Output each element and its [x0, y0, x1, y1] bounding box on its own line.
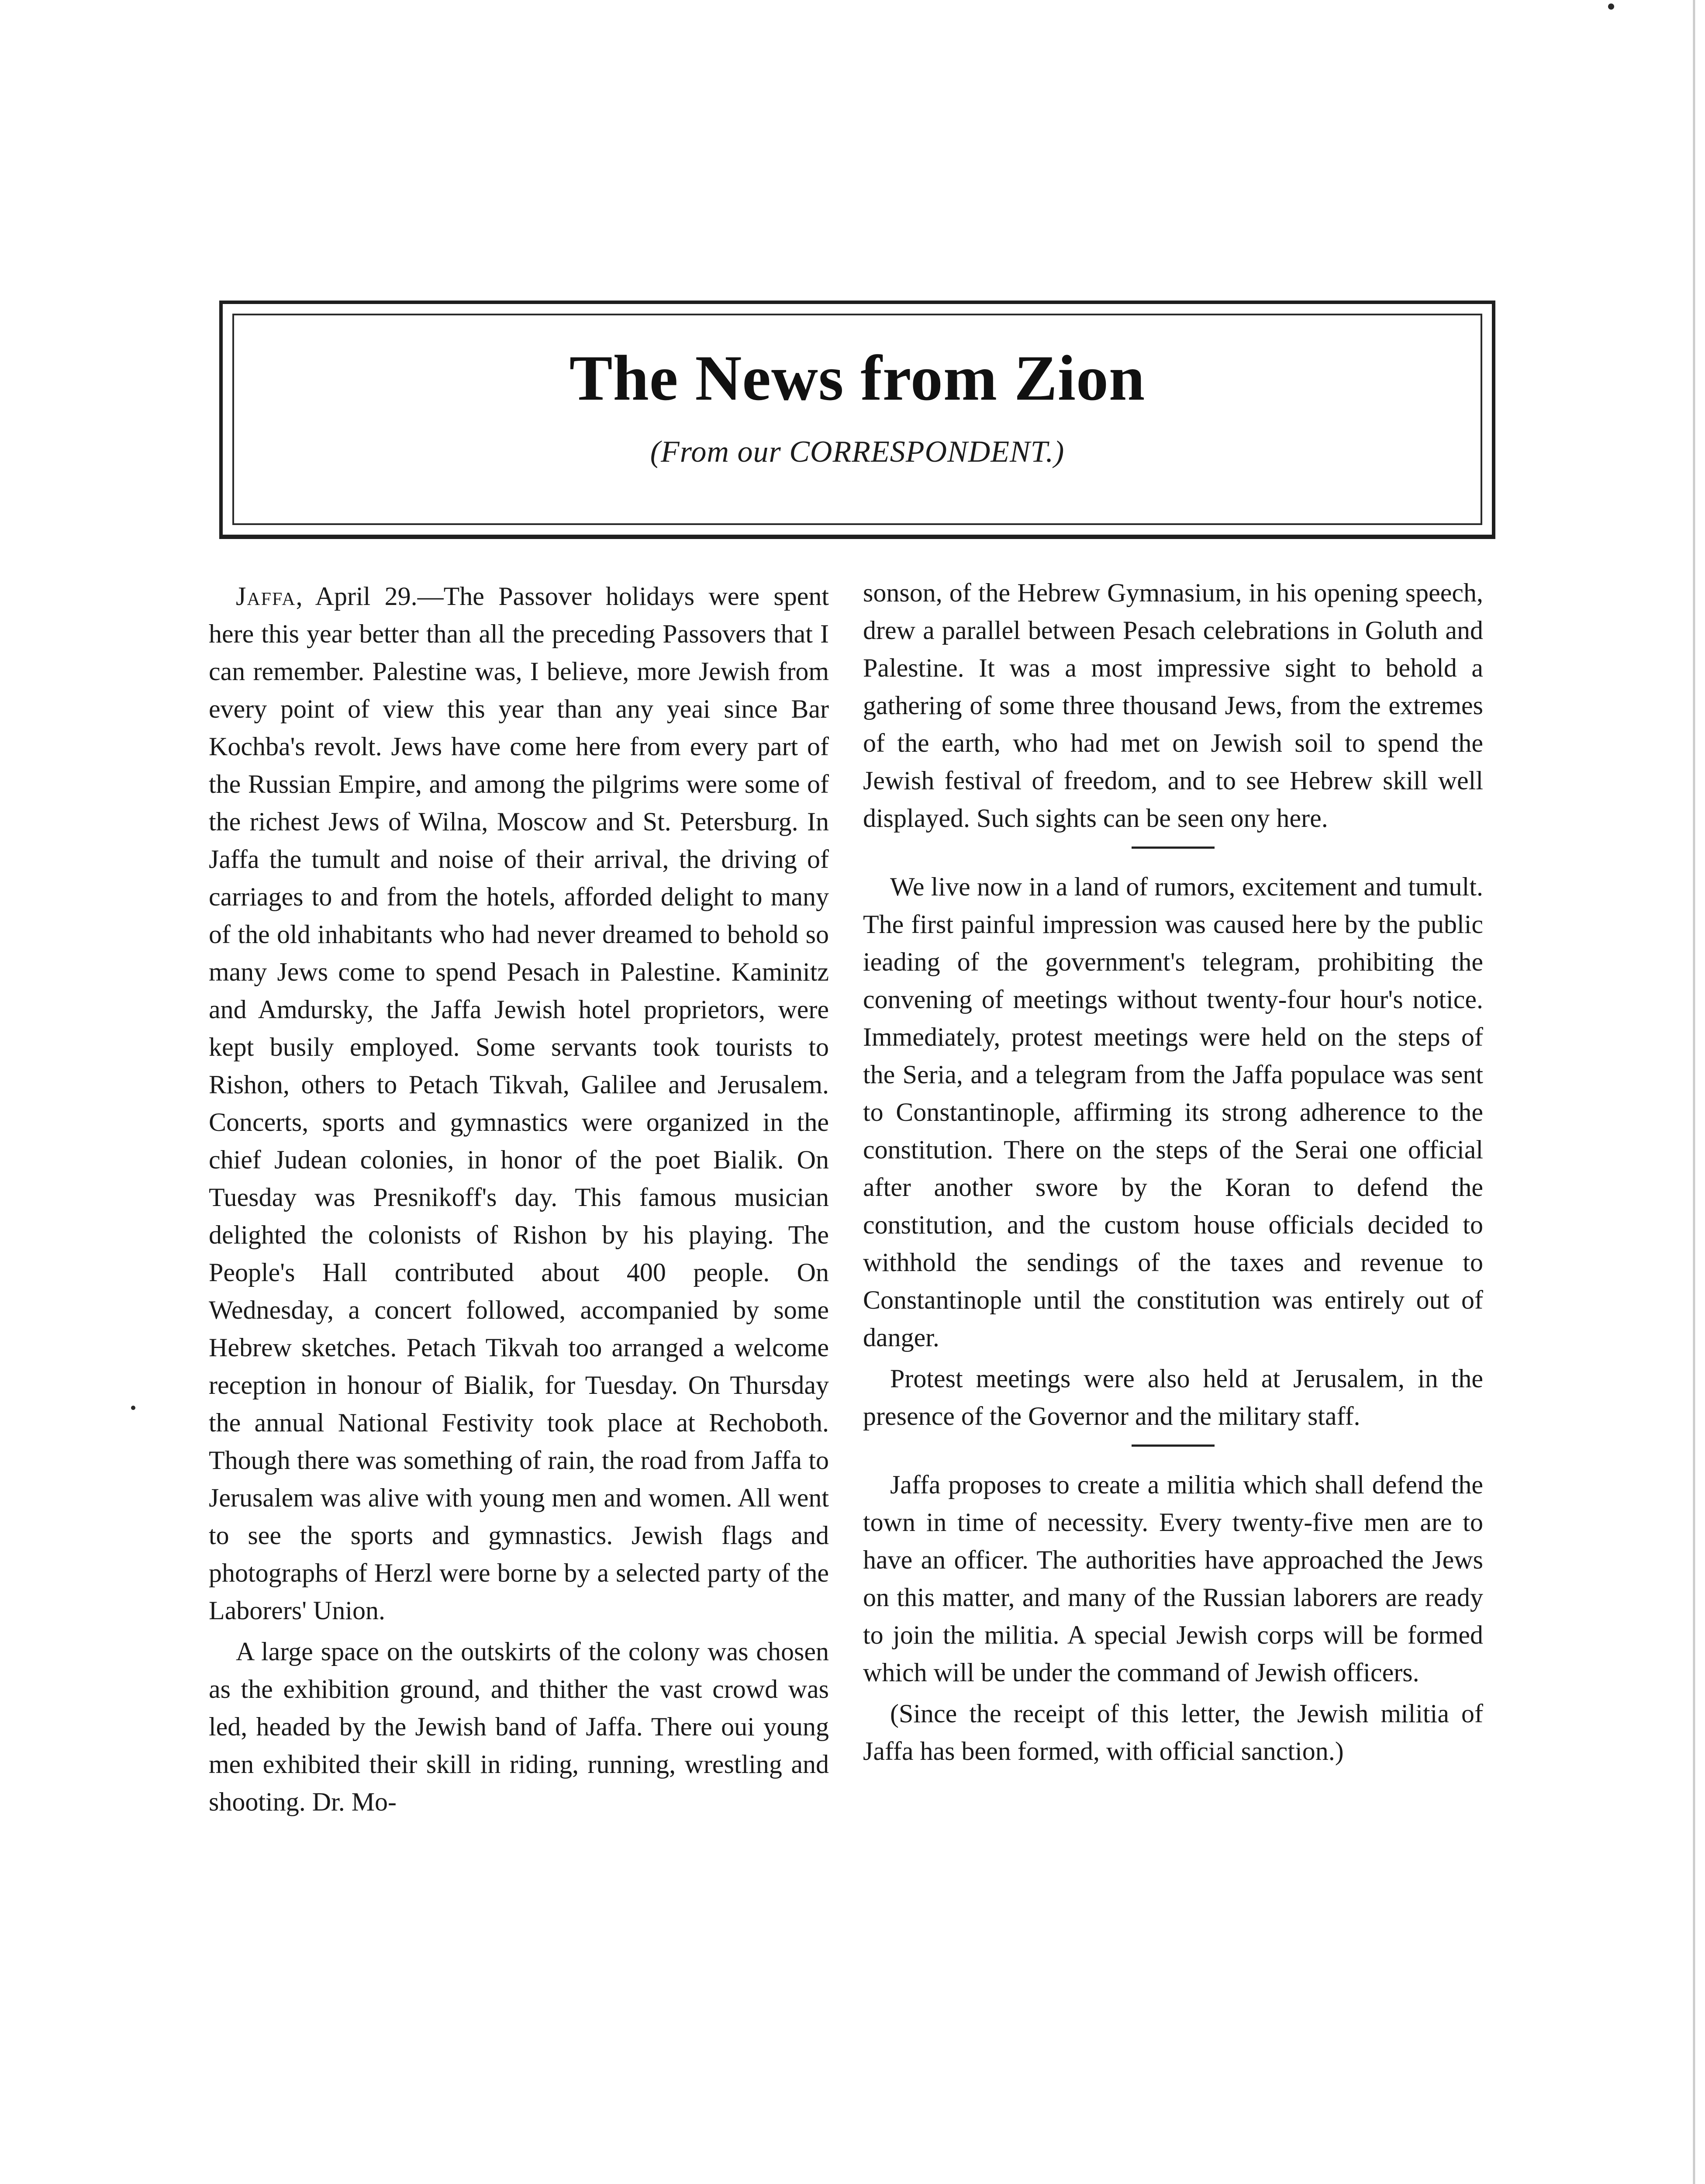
- paragraph-text: , April 29.—The Passover holidays were spent here this year better than all the preceding Passovers that I can remember. Palestine was, I believe, more Jewish from every point of view this year than any yeai since Bar Kochba's revolt. Jews have come here from every part of the Russian Empire, and among the pilgrims were some of the richest Jews of Wilna, Moscow and St. Petersburg. In Jaffa the tumult and noise of their arrival, the driving of carriages to and from the hotels, afforded delight to many of the old inhabitants who had never dreamed to behold so many Jews come to spend Pesach in Palestine. Kaminitz and Amdursky, the Jaffa Jewish hotel proprietors, were kept busily employed. Some servants took tourists to Rishon, others to Petach Tikvah, Galilee and Jerusalem. Concerts, sports and gymnastics were organized in the chief Judean colonies, in honor of the poet Bialik. On Tuesday was Presnikoff's day. This famous musician delighted the colonists of Rishon by his playing. The People's Hall contributed about 400 people. On Wednesday, a concert followed, accompanied by some Hebrew sketches. Petach Tikvah too arranged a welcome reception in honour of Bialik, for Tuesday. On Thursday the annual National Festivity took place at Rechoboth. Though there was something of rain, the road from Jaffa to Jerusalem was alive with young men and women. All went to see the sports and gymnastics. Jewish flags and photographs of Herzl were borne by a selected party of the Laborers' Union.: [209, 582, 829, 1625]
- dateline: Jaffa: [236, 582, 296, 611]
- paragraph: sonson, of the Hebrew Gymnasium, in his opening speech, drew a parallel between Pesach celebrations in Goluth and Palestine. It was a most impressive sight to behold a gathering of some three thousand Jews, from the extremes of the earth, who had met on Jewish soil to spend the Jewish festival of freedom, and to see Hebrew skill well displayed. Such sights can be seen ony here.: [863, 578, 1483, 833]
- paragraph: Jaffa proposes to create a militia which shall defend the town in time of necessity. Every twenty-five men are to have an officer. The authorities have approached the Jews on this matter, and many of the Russian laborers are ready to join the militia. A special Jewish corps will be formed which will be under the command of Jewish officers.: [863, 1470, 1483, 1687]
- scan-speck: [131, 1406, 135, 1410]
- paragraph: (Since the receipt of this letter, the Jewish militia of Jaffa has been formed, with official sanction.): [863, 1699, 1483, 1766]
- article-title: The News from Zion: [569, 342, 1146, 414]
- title-rule: [219, 535, 1495, 539]
- paragraph: A large space on the outskirts of the colony was chosen as the exhibition ground, and thither the vast crowd was led, headed by the Jewish band of Jaffa. There oui young men exhibited their skill in riding, running, wrestling and shooting. Dr. Mo-: [209, 1637, 829, 1816]
- left-column: [209, 577, 829, 1821]
- paragraph: Protest meetings were also held at Jerusalem, in the presence of the Governor and the military staff.: [863, 1364, 1483, 1431]
- right-column: [863, 574, 1483, 1770]
- section-divider: [1132, 1444, 1215, 1447]
- paragraph: [209, 577, 829, 1629]
- scan-edge: [1693, 0, 1695, 2184]
- scan-speck: [1608, 3, 1614, 10]
- paragraph: We live now in a land of rumors, excitement and tumult. The first painful impression was caused here by the public ieading of the government's telegram, prohibiting the convening of meetings without twenty-four hour's notice. Immediately, protest meetings were held on the steps of the Seria, and a telegram from the Jaffa populace was sent to Constantinople, affirming its strong adherence to the constitution. There on the steps of the Serai one official after another swore by the Koran to defend the constitution, and the custom house officials decided to withhold the sendings of the taxes and revenue to Constantinople until the constitution was entirely out of danger.: [863, 872, 1483, 1352]
- title-frame: [219, 301, 1495, 538]
- section-divider: [1132, 847, 1215, 849]
- article-subtitle: (From our CORRESPONDENT.): [650, 435, 1065, 469]
